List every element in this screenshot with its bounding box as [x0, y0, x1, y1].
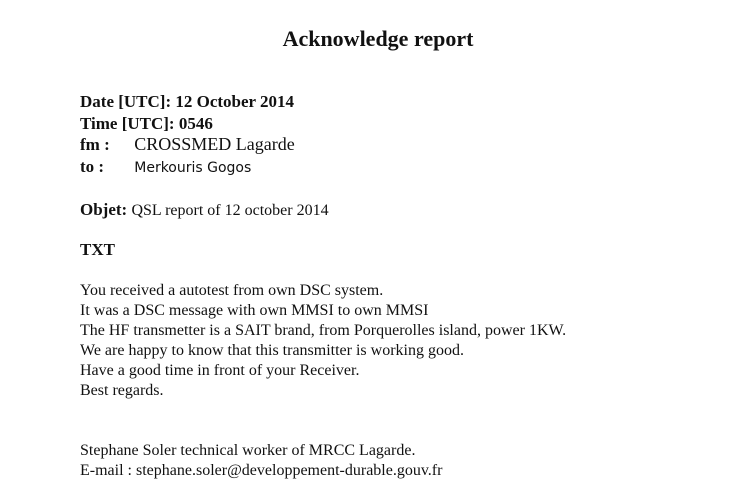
time-label: Time [UTC]: — [80, 114, 175, 133]
objet-label: Objet: — [80, 200, 128, 219]
txt-heading: TXT — [80, 240, 115, 259]
fm-line — [80, 134, 295, 155]
body-line: Best regards. — [80, 382, 164, 399]
fm-value: CROSSMED Lagarde — [134, 134, 295, 154]
body-line: We are happy to know that this transmitter is working good. — [80, 342, 464, 359]
time-line — [80, 113, 213, 134]
body-line: It was a DSC message with own MMSI to own MMSI — [80, 302, 429, 319]
objet-value: QSL report of 12 october 2014 — [131, 202, 329, 219]
body-line: You received a autotest from own DSC system. — [80, 282, 384, 299]
body-line: The HF transmetter is a SAIT brand, from Porquerolles island, power 1KW. — [80, 322, 567, 339]
signature-email: E-mail : stephane.soler@developpement-durable.gouv.fr — [80, 462, 443, 479]
date-label: Date [UTC]: — [80, 92, 172, 111]
to-value: Merkouris Gogos — [134, 160, 252, 176]
date-value: 12 October 2014 — [175, 92, 295, 111]
time-value: 0546 — [178, 114, 213, 133]
to-line — [80, 156, 251, 179]
report-title: Acknowledge report — [282, 26, 474, 51]
to-label: to : — [80, 157, 105, 176]
date-line — [80, 91, 294, 112]
body-line: Have a good time in front of your Receiver. — [80, 362, 360, 379]
signature-name: Stephane Soler technical worker of MRCC Lagarde. — [80, 442, 416, 459]
fm-label: fm : — [80, 135, 110, 154]
objet-line — [80, 199, 329, 221]
